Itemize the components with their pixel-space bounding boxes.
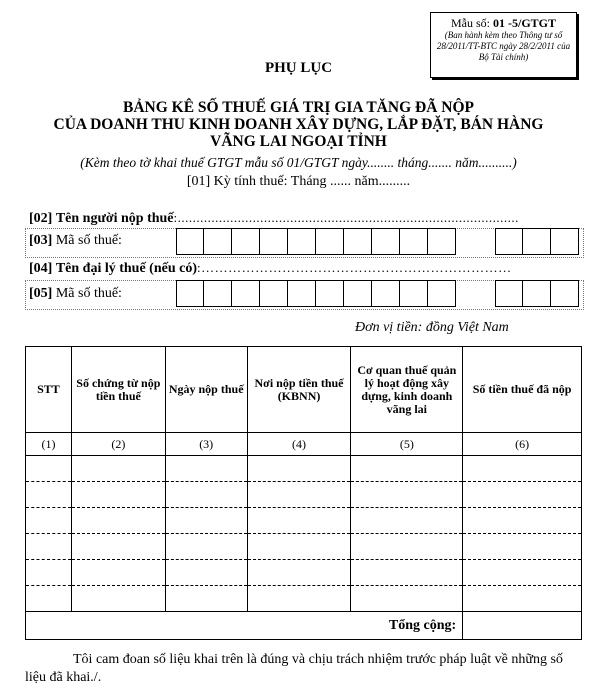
taxpayer-name-code: [02] [29,211,53,226]
column-number-row [26,433,582,456]
main-title [0,99,597,150]
agent-tax-id-cell[interactable] [204,280,232,307]
table-cell[interactable] [71,456,165,482]
agent-tax-id-cell[interactable] [344,280,372,307]
table-header-row [26,347,582,433]
table-cell[interactable] [351,560,463,586]
total-value-cell[interactable] [463,612,582,640]
agent-name-label: Tên đại lý thuế (nếu có) [55,261,198,276]
header-tax-amount: Số tiền thuế đã nộp [463,347,582,433]
table-row[interactable] [26,586,582,612]
table-cell[interactable] [463,482,582,508]
agent-tax-id-cells-main[interactable] [176,280,456,307]
appendix-title: PHỤ LỤC [264,60,333,76]
table-cell[interactable] [463,456,582,482]
currency-unit: Đơn vị tiền: đồng Việt Nam [355,320,509,335]
tax-period: [01] Kỳ tính thuế: Tháng ...... năm......... [186,174,411,189]
table-cell[interactable] [165,508,247,534]
table-row[interactable] [26,456,582,482]
table-cell[interactable] [71,482,165,508]
tax-paid-table [25,346,582,640]
agent-tax-id-cell[interactable] [316,280,344,307]
table-row[interactable] [26,482,582,508]
main-title-line-3: VÃNG LAI NGOẠI TỈNH [210,133,387,150]
table-cell[interactable] [26,456,72,482]
total-label: Tổng cộng: [26,612,463,640]
table-cell[interactable] [351,482,463,508]
table-cell[interactable] [463,586,582,612]
table-cell[interactable] [165,560,247,586]
taxpayer-name-field[interactable]: :........................................................................................... [173,210,519,225]
table-cell[interactable] [165,482,247,508]
agent-tax-id-cell[interactable] [400,280,428,307]
tax-id-cell[interactable] [400,228,428,255]
tax-id-cell[interactable] [204,228,232,255]
agent-tax-id-cell[interactable] [288,280,316,307]
tax-id-code: [03] [29,233,53,248]
column-number: (6) [463,433,582,456]
agent-tax-id-cell[interactable] [372,280,400,307]
table-cell[interactable] [26,534,72,560]
column-number: (5) [351,433,463,456]
taxpayer-name-row [29,210,519,227]
table-cell[interactable] [463,508,582,534]
tax-id-branch-cell[interactable] [551,228,579,255]
table-cell[interactable] [351,586,463,612]
table-cell[interactable] [165,456,247,482]
tax-id-cells-main[interactable] [176,228,456,255]
table-cell[interactable] [71,560,165,586]
table-cell[interactable] [165,586,247,612]
agent-tax-id-branch-cell[interactable] [523,280,551,307]
agent-name-field[interactable]: :…………………………………………………………… [197,260,512,275]
table-row[interactable] [26,560,582,586]
agent-tax-id-branch-cell[interactable] [551,280,579,307]
agent-tax-id-cell[interactable] [232,280,260,307]
total-row [26,612,582,640]
header-receipt-number: Số chứng từ nộp tiền thuế [71,347,165,433]
table-cell[interactable] [351,456,463,482]
tax-id-cell[interactable] [428,228,456,255]
taxpayer-name-label: Tên người nộp thuế [55,211,174,226]
agent-name-row [29,260,512,277]
column-number: (1) [26,433,72,456]
table-cell[interactable] [247,482,351,508]
header-tax-authority: Cơ quan thuế quản lý hoạt động xây dựng, kinh doanh vãng lai [351,347,463,433]
agent-tax-id-label: Mã số thuế: [55,286,122,301]
agent-tax-id-label-group [29,286,122,302]
tax-id-label: Mã số thuế: [55,233,122,248]
header-payment-place: Nơi nộp tiền thuế (KBNN) [247,347,351,433]
form-legal-note: (Ban hành kèm theo Thông tư số 28/2011/TT-BTC ngày 28/2/2011 của Bộ Tài chính) [436,30,571,62]
tax-id-branch-cell[interactable] [523,228,551,255]
subtitle: (Kèm theo tờ khai thuế GTGT mẫu số 01/GTGT ngày........ tháng....... năm..........) [80,155,517,170]
header-payment-date: Ngày nộp thuế [165,347,247,433]
agent-tax-id-cells-branch[interactable] [495,280,579,307]
table-cell[interactable] [247,560,351,586]
column-number: (3) [165,433,247,456]
tax-id-cells-branch[interactable] [495,228,579,255]
tax-id-cell[interactable] [232,228,260,255]
table-cell[interactable] [351,508,463,534]
table-cell[interactable] [247,508,351,534]
agent-tax-id-cell[interactable] [428,280,456,307]
agent-tax-id-code: [05] [29,286,53,301]
tax-id-label-group [29,233,122,249]
table-cell[interactable] [247,586,351,612]
table-cell[interactable] [165,534,247,560]
agent-tax-id-cell[interactable] [176,280,204,307]
table-row[interactable] [26,534,582,560]
table-cell[interactable] [26,586,72,612]
main-title-line-1: BẢNG KÊ SỐ THUẾ GIÁ TRỊ GIA TĂNG ĐÃ NỘP [123,99,474,116]
table-cell[interactable] [247,456,351,482]
table-row[interactable] [26,508,582,534]
tax-id-branch-cell[interactable] [495,228,523,255]
main-title-line-2: CỦA DOANH THU KINH DOANH XÂY DỰNG, LẮP ĐẶT, BÁN HÀNG [53,116,544,133]
table-cell[interactable] [351,534,463,560]
table-cell[interactable] [26,482,72,508]
commitment-statement: Tôi cam đoan số liệu khai trên là đúng và chịu trách nhiệm trước pháp luật về những số liệu đã khai./. [25,652,563,685]
table-cell[interactable] [26,508,72,534]
agent-tax-id-branch-cell[interactable] [495,280,523,307]
form-code: Mẫu số: 01 -5/GTGT [450,16,556,30]
tax-id-cell[interactable] [372,228,400,255]
table-cell[interactable] [71,586,165,612]
tax-id-cell[interactable] [288,228,316,255]
table-cell[interactable] [463,560,582,586]
header-stt: STT [26,347,72,433]
agent-tax-id-cell[interactable] [260,280,288,307]
table-cell[interactable] [26,560,72,586]
tax-id-cell[interactable] [176,228,204,255]
tax-id-cell[interactable] [344,228,372,255]
table-cell[interactable] [247,534,351,560]
tax-id-cell[interactable] [316,228,344,255]
table-cell[interactable] [463,534,582,560]
column-number: (2) [71,433,165,456]
table-cell[interactable] [71,508,165,534]
agent-name-code: [04] [29,261,53,276]
tax-id-cell[interactable] [260,228,288,255]
column-number: (4) [247,433,351,456]
table-cell[interactable] [71,534,165,560]
